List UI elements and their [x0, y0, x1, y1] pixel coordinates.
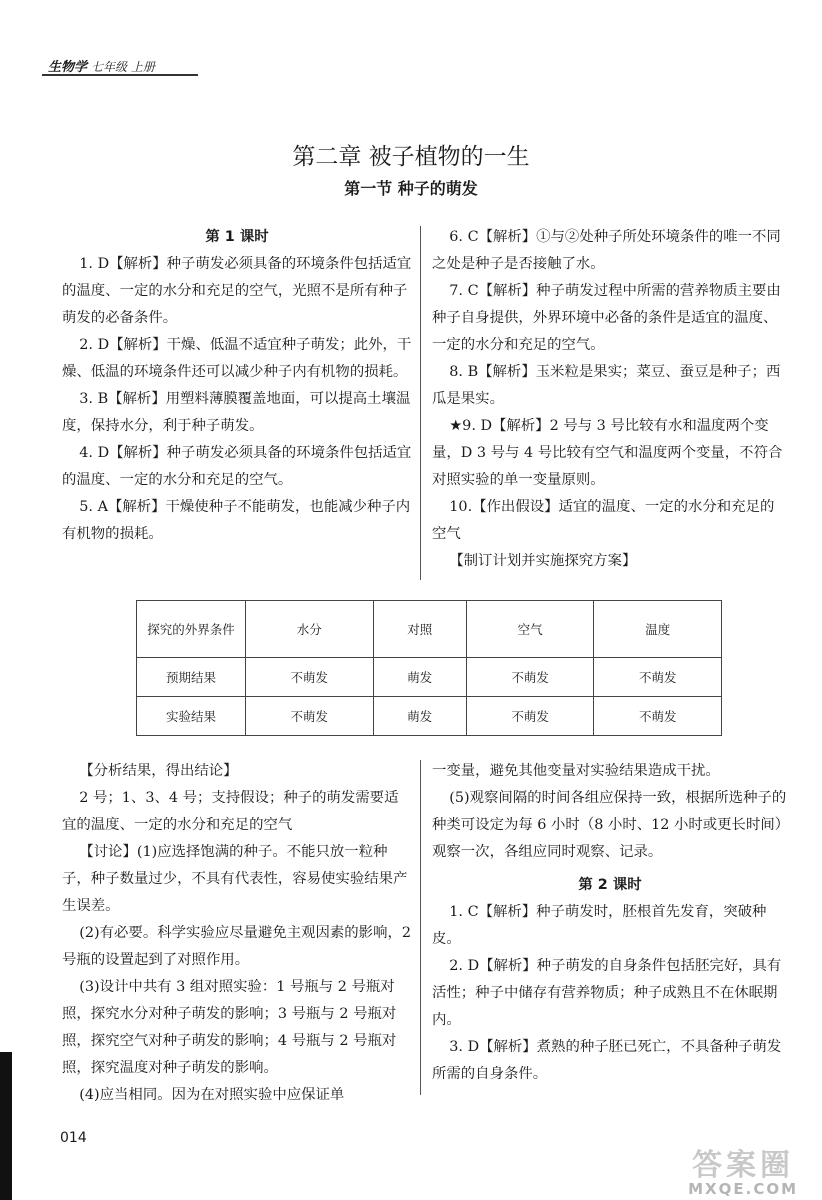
lesson1-left-column	[62, 224, 412, 548]
answer-item: 1. C【解析】种子萌发时，胚根首先发育，突破种皮。	[432, 904, 767, 947]
answer-item: 【讨论】(1)应选择饱满的种子。不能只放一粒种子，种子数量过少，不具有代表性，容易使实验结果产生误差。	[62, 844, 408, 914]
watermark-url: MXQE.COM	[688, 1180, 798, 1198]
answer-item: 7. C【解析】种子萌发过程中所需的营养物质主要由种子自身提供，外界环境中必备的条件是适宜的温度、一定的水分和充足的空气。	[432, 283, 781, 353]
column-divider	[420, 226, 421, 580]
table-cell: 实验结果	[137, 697, 246, 736]
answer-item: 5. A【解析】干燥使种子不能萌发，也能减少种子内有机物的损耗。	[62, 499, 411, 542]
chapter-title: 第二章 被子植物的一生	[292, 144, 530, 170]
table-header-cell: 空气	[466, 601, 594, 658]
answer-item: 2. D【解析】干燥、低温不适宜种子萌发；此外，干燥、低温的环境条件还可以减少种子内有机物的损耗。	[62, 337, 412, 380]
column-divider	[420, 760, 421, 1095]
table-row	[137, 697, 722, 736]
lesson1-heading: 第 1 课时	[205, 229, 269, 245]
answer-item: 6. C【解析】①与②处种子所处环境条件的唯一不同之处是种子是否接触了水。	[432, 229, 781, 272]
table-cell: 萌发	[373, 697, 466, 736]
table-header-cell: 水分	[246, 601, 374, 658]
answer-item: (2)有必要。科学实验应尽量避免主观因素的影响，2 号瓶的设置起到了对照作用。	[62, 925, 412, 968]
watermark-text: 答案圈	[692, 1148, 795, 1183]
page-number: 014	[60, 1130, 87, 1146]
table-cell: 不萌发	[466, 697, 594, 736]
header-rule	[42, 74, 198, 76]
answer-item: 8. B【解析】玉米粒是果实；菜豆、蚕豆是种子；西瓜是果实。	[432, 364, 781, 407]
answer-item: (5)观察间隔的时间各组应保持一致，根据所选种子的种类可设定为每 6 小时（8 小时、12 小时或更长时间）观察一次，各组应同时观察、记录。	[432, 790, 787, 860]
table-header-cell: 温度	[594, 601, 722, 658]
answer-item: (4)应当相同。因为在对照实验中应保证单	[79, 1087, 345, 1103]
table-cell: 预期结果	[137, 658, 246, 697]
answer-item: ★9. D【解析】2 号与 3 号比较有水和温度两个变量，D 3 号与 4 号比较有空气和温度两个变量，不符合对照实验的单一变量原则。	[432, 418, 783, 488]
lesson1-right-column	[432, 224, 788, 575]
lower-left-column	[62, 758, 412, 1109]
table-cell: 不萌发	[594, 697, 722, 736]
table-cell: 不萌发	[246, 658, 374, 697]
answer-item: 3. B【解析】用塑料薄膜覆盖地面，可以提高土壤温度，保持水分，利于种子萌发。	[62, 391, 411, 434]
lesson2-heading: 第 2 课时	[578, 877, 642, 893]
table-row	[137, 658, 722, 697]
running-header	[48, 56, 155, 75]
table-cell: 不萌发	[466, 658, 594, 697]
watermark-logo	[688, 1140, 798, 1198]
answer-item: 1. D【解析】种子萌发必须具备的环境条件包括适宜的温度、一定的水分和充足的空气，光照不是所有种子萌发的必备条件。	[62, 256, 412, 326]
table-header-cell: 对照	[373, 601, 466, 658]
header-subject: 生物学	[48, 60, 88, 75]
lower-right-column	[432, 758, 788, 1088]
table-cell: 不萌发	[594, 658, 722, 697]
table-cell: 不萌发	[246, 697, 374, 736]
header-grade: 七年级 上册	[91, 60, 155, 74]
answer-item: (3)设计中共有 3 组对照实验：1 号瓶与 2 号瓶对照，探究水分对种子萌发的影响；3 号瓶与 2 号瓶对照，探究空气对种子萌发的影响；4 号瓶与 2 号瓶对照，探究温度对种子萌发的影响。	[62, 979, 397, 1076]
section-title: 第一节 种子的萌发	[344, 179, 478, 198]
answer-continuation: 一变量，避免其他变量对实验结果造成干扰。	[432, 763, 720, 779]
answer-item: 3. D【解析】煮熟的种子胚已死亡，不具备种子萌发所需的自身条件。	[432, 1039, 782, 1082]
answer-item: 2 号；1、3、4 号；支持假设；种子的萌发需要适宜的温度、一定的水分和充足的空气	[62, 790, 399, 833]
plan-heading: 【制订计划并实施探究方案】	[449, 553, 637, 569]
answer-item: 10.【作出假设】适宜的温度、一定的水分和充足的空气	[432, 499, 775, 542]
analysis-heading: 【分析结果，得出结论】	[79, 763, 238, 779]
table-header-row	[137, 601, 722, 658]
experiment-table	[136, 600, 722, 736]
table-header-cell: 探究的外界条件	[137, 601, 246, 658]
table-cell: 萌发	[373, 658, 466, 697]
answer-item: 4. D【解析】种子萌发必须具备的环境条件包括适宜的温度、一定的水分和充足的空气。	[62, 445, 412, 488]
answer-item: 2. D【解析】种子萌发的自身条件包括胚完好，具有活性；种子中储存有营养物质；种子成熟且不在休眠期内。	[432, 958, 782, 1028]
scan-margin-shadow	[0, 1052, 12, 1200]
